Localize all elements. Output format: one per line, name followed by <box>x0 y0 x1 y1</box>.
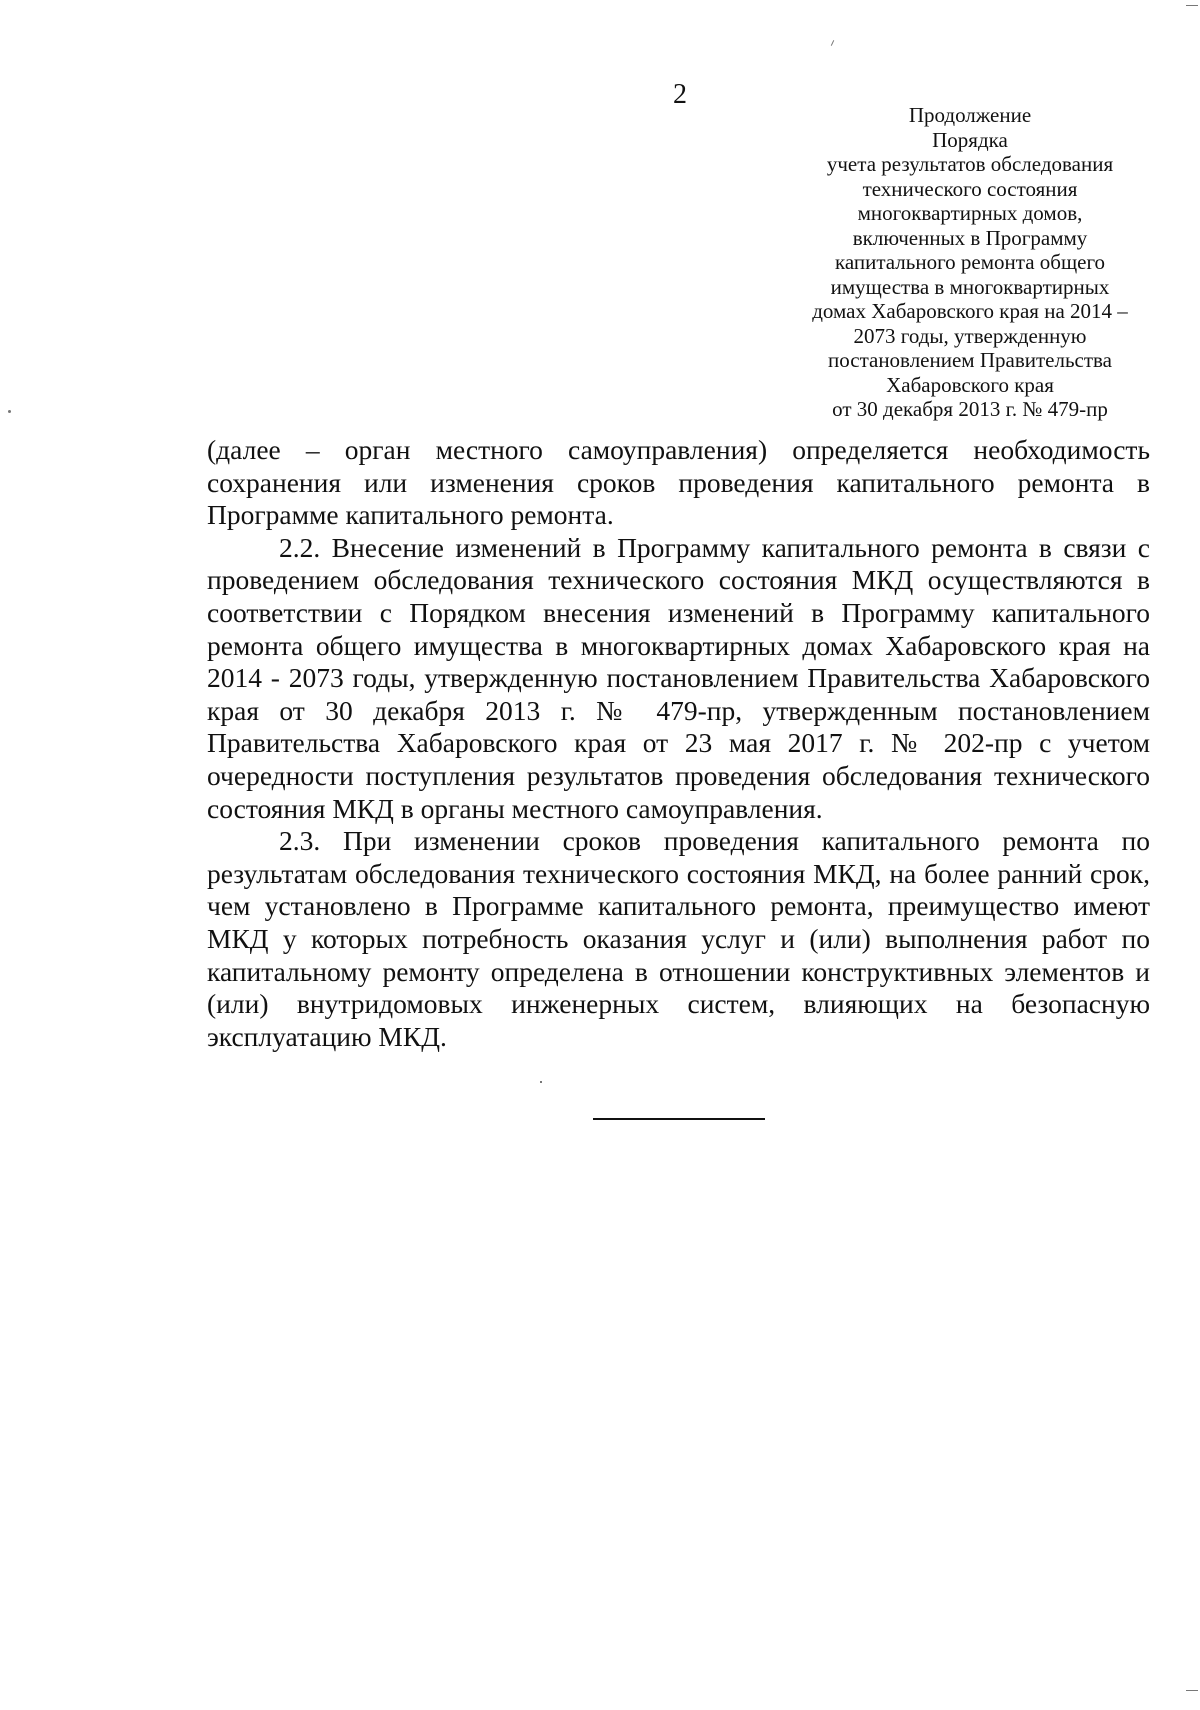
scan-artifact <box>831 40 834 46</box>
paragraph-2-3: 2.3. При изменении сроков проведения капитального ремонта по результатам обследования технического состояния МКД, на более ранний срок, чем установлено в Программе капитального ремонта, преимущество имеют МКД у которых потребность оказания услуг и (или) выполнения работ по капитальному ремонту определена в отношении конструктивных элементов и (или) внутридомовых инженерных систем, влияющих на безопасную эксплуатацию МКД. <box>207 825 1150 1052</box>
scan-artifact <box>1186 5 1198 6</box>
header-line: включенных в Программу <box>852 225 1088 250</box>
header-line: многоквартирных домов, <box>857 201 1083 225</box>
header-line: Порядка <box>932 127 1008 152</box>
document-header-reference <box>770 103 1170 422</box>
scan-artifact <box>8 410 11 413</box>
header-line: постановлением Правительства <box>827 348 1112 372</box>
header-line: учета результатов обследования <box>826 152 1114 176</box>
scan-artifact <box>1186 1690 1198 1691</box>
document-body <box>207 434 1150 1053</box>
header-line: капитального ремонта общего <box>834 250 1106 274</box>
header-line: технического состояния <box>862 176 1078 201</box>
continuation-paragraph: (далее – орган местного самоуправления) определяется необходимость сохранения или изменения сроков проведения капитального ремонта в Программе капитального ремонта. <box>207 434 1150 531</box>
end-of-text-rule <box>593 1118 765 1120</box>
scan-artifact <box>540 1081 542 1083</box>
header-line: Продолжение <box>908 103 1032 127</box>
header-line: имущества в многоквартирных <box>830 274 1110 299</box>
header-line: от 30 декабря 2013 г. № 479-пр <box>832 397 1108 421</box>
header-line: Хабаровского края <box>886 372 1054 397</box>
paragraph-2-2: 2.2. Внесение изменений в Программу капитального ремонта в связи с проведением обследования технического состояния МКД осуществляются в соответствии с Порядком внесения изменений в Программу капитального ремонта общего имущества в многоквартирных домах Хабаровского края на 2014 - 2073 годы, утвержденную постановлением Правительства Хабаровского края от 30 декабря 2013 г. № 479-пр, утвержденным постановлением Правительства Хабаровского края от 23 мая 2017 г. № 202-пр с учетом очередности поступления результатов проведения обследования технического состояния МКД в органы местного самоуправления. <box>207 531 1150 824</box>
header-line: 2073 годы, утвержденную <box>853 323 1087 348</box>
header-line: домах Хабаровского края на 2014 – <box>812 299 1128 323</box>
page-number: 2 <box>673 79 687 110</box>
